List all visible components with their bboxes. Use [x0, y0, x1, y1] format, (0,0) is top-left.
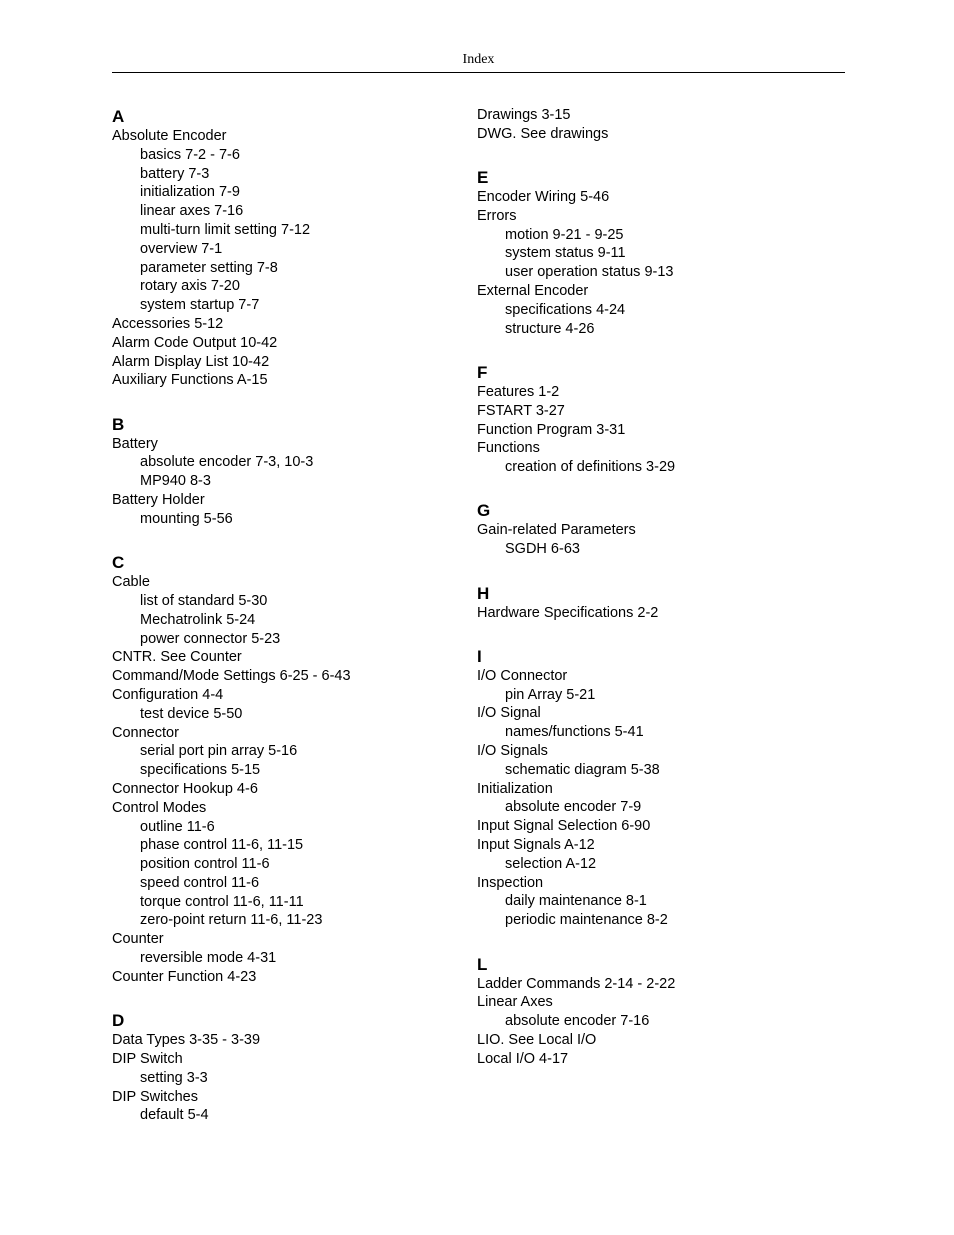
section-letter: H [477, 583, 490, 603]
index-entry: Auxiliary Functions A-15 [112, 372, 268, 389]
index-subentry: linear axes 7-16 [140, 203, 244, 220]
section-letter: B [112, 414, 125, 434]
index-entry: I/O Signals [477, 743, 548, 760]
index-subentry: zero-point return 11-6, 11-23 [140, 912, 323, 929]
index-entry: DIP Switch [112, 1050, 183, 1067]
index-entry: LIO. See Local I/O [477, 1031, 597, 1048]
index-section [112, 414, 472, 529]
index-section [477, 646, 837, 930]
index-subentry: system status 9-11 [505, 245, 626, 262]
index-entry: Data Types 3-35 - 3-39 [112, 1032, 261, 1049]
index-section [112, 106, 472, 390]
section-letter: C [112, 553, 125, 573]
index-subentry: periodic maintenance 8-2 [505, 912, 668, 929]
index-section [477, 362, 837, 477]
index-entry: Alarm Code Output 10-42 [112, 334, 278, 351]
section-letter: F [477, 362, 488, 382]
index-entry: I/O Connector [477, 667, 568, 684]
index-entry: Command/Mode Settings 6-25 - 6-43 [112, 668, 351, 685]
index-subentry: mounting 5-56 [140, 510, 233, 527]
index-section [477, 583, 837, 623]
page-header: Index [462, 52, 495, 67]
index-entry: I/O Signal [477, 705, 541, 722]
index-subentry: rotary axis 7-20 [140, 278, 240, 295]
index-subentry: speed control 11-6 [140, 874, 260, 891]
index-entry: Connector Hookup 4-6 [112, 780, 258, 797]
index-entry: DWG. See drawings [477, 125, 609, 142]
index-subentry: names/functions 5-41 [505, 724, 644, 741]
index-entry: DIP Switches [112, 1088, 198, 1105]
index-subentry: overview 7-1 [140, 240, 223, 257]
index-subentry: basics 7-2 - 7-6 [140, 146, 240, 163]
index-subentry: SGDH 6-63 [505, 541, 580, 558]
index-subentry: initialization 7-9 [140, 184, 240, 201]
section-letter: A [112, 107, 125, 126]
index-entry: Accessories 5-12 [112, 315, 224, 332]
index-subentry: battery 7-3 [140, 165, 210, 182]
index-column-left [112, 106, 472, 1149]
index-entry: FSTART 3-27 [477, 402, 565, 419]
index-entry: Drawings 3-15 [477, 107, 571, 123]
index-entry: Counter Function 4-23 [112, 968, 257, 985]
index-subentry: serial port pin array 5-16 [140, 743, 298, 760]
index-subentry: absolute encoder 7-16 [505, 1013, 650, 1030]
index-subentry: test device 5-50 [140, 705, 243, 722]
index-subentry: reversible mode 4-31 [140, 950, 277, 967]
index-entry: Connector [112, 724, 179, 741]
index-entry: Battery Holder [112, 492, 205, 509]
index-entry: Linear Axes [477, 994, 553, 1011]
index-entry: Control Modes [112, 799, 207, 816]
index-entry: External Encoder [477, 283, 589, 300]
index-subentry: position control 11-6 [140, 856, 270, 873]
header-rule [112, 72, 845, 73]
index-subentry: list of standard 5-30 [140, 592, 268, 609]
index-entry: Local I/O 4-17 [477, 1050, 569, 1067]
index-entry: Counter [112, 931, 164, 948]
index-entry: Inspection [477, 874, 544, 891]
index-subentry: outline 11-6 [140, 818, 215, 835]
index-entry: Input Signals A-12 [477, 837, 595, 854]
index-section [477, 954, 837, 1069]
index-subentry: schematic diagram 5-38 [505, 761, 660, 778]
index-entry: Functions [477, 440, 540, 457]
index-entry: Features 1-2 [477, 383, 560, 400]
index-section [112, 552, 472, 987]
index-subentry: Mechatrolink 5-24 [140, 611, 256, 628]
index-section [477, 167, 837, 338]
index-subentry: user operation status 9-13 [505, 264, 674, 281]
index-subentry: structure 4-26 [505, 320, 595, 337]
section-letter: L [477, 954, 488, 974]
index-subentry: creation of definitions 3-29 [505, 459, 676, 476]
index-column-right [477, 106, 837, 1092]
index-entry: Absolute Encoder [112, 128, 227, 144]
index-subentry: pin Array 5-21 [505, 686, 596, 703]
index-subentry: motion 9-21 - 9-25 [505, 226, 624, 243]
index-entry: Initialization [477, 780, 553, 797]
section-letter: G [477, 501, 491, 521]
index-entry: CNTR. See Counter [112, 649, 242, 666]
index-subentry: system startup 7-7 [140, 297, 260, 314]
index-section [477, 500, 837, 559]
index-section [477, 106, 837, 144]
index-entry: Errors [477, 207, 517, 224]
index-entry: Ladder Commands 2-14 - 2-22 [477, 975, 676, 992]
index-subentry: selection A-12 [505, 855, 597, 872]
index-entry: Battery [112, 435, 158, 452]
index-entry: Alarm Display List 10-42 [112, 353, 270, 370]
index-entry: Encoder Wiring 5-46 [477, 189, 610, 206]
index-entry: Function Program 3-31 [477, 421, 626, 438]
index-entry: Cable [112, 574, 150, 591]
index-subentry: absolute encoder 7-3, 10-3 [140, 454, 314, 471]
index-subentry: daily maintenance 8-1 [505, 893, 647, 910]
index-subentry: phase control 11-6, 11-15 [140, 837, 304, 854]
index-subentry: power connector 5-23 [140, 630, 281, 647]
index-subentry: default 5-4 [140, 1107, 209, 1124]
index-entry: Gain-related Parameters [477, 522, 636, 539]
index-subentry: parameter setting 7-8 [140, 259, 278, 276]
index-subentry: setting 3-3 [140, 1069, 208, 1086]
index-subentry: torque control 11-6, 11-11 [140, 893, 304, 910]
index-subentry: specifications 4-24 [505, 301, 626, 318]
index-entry: Hardware Specifications 2-2 [477, 604, 659, 621]
section-letter: E [477, 168, 489, 188]
index-entry: Configuration 4-4 [112, 686, 224, 703]
index-subentry: absolute encoder 7-9 [505, 799, 642, 816]
index-subentry: multi-turn limit setting 7-12 [140, 221, 311, 238]
index-entry: Input Signal Selection 6-90 [477, 818, 651, 835]
index-subentry: MP940 8-3 [140, 473, 211, 490]
section-letter: D [112, 1011, 125, 1031]
index-subentry: specifications 5-15 [140, 762, 261, 779]
section-letter: I [477, 646, 482, 666]
index-section [112, 1010, 472, 1125]
